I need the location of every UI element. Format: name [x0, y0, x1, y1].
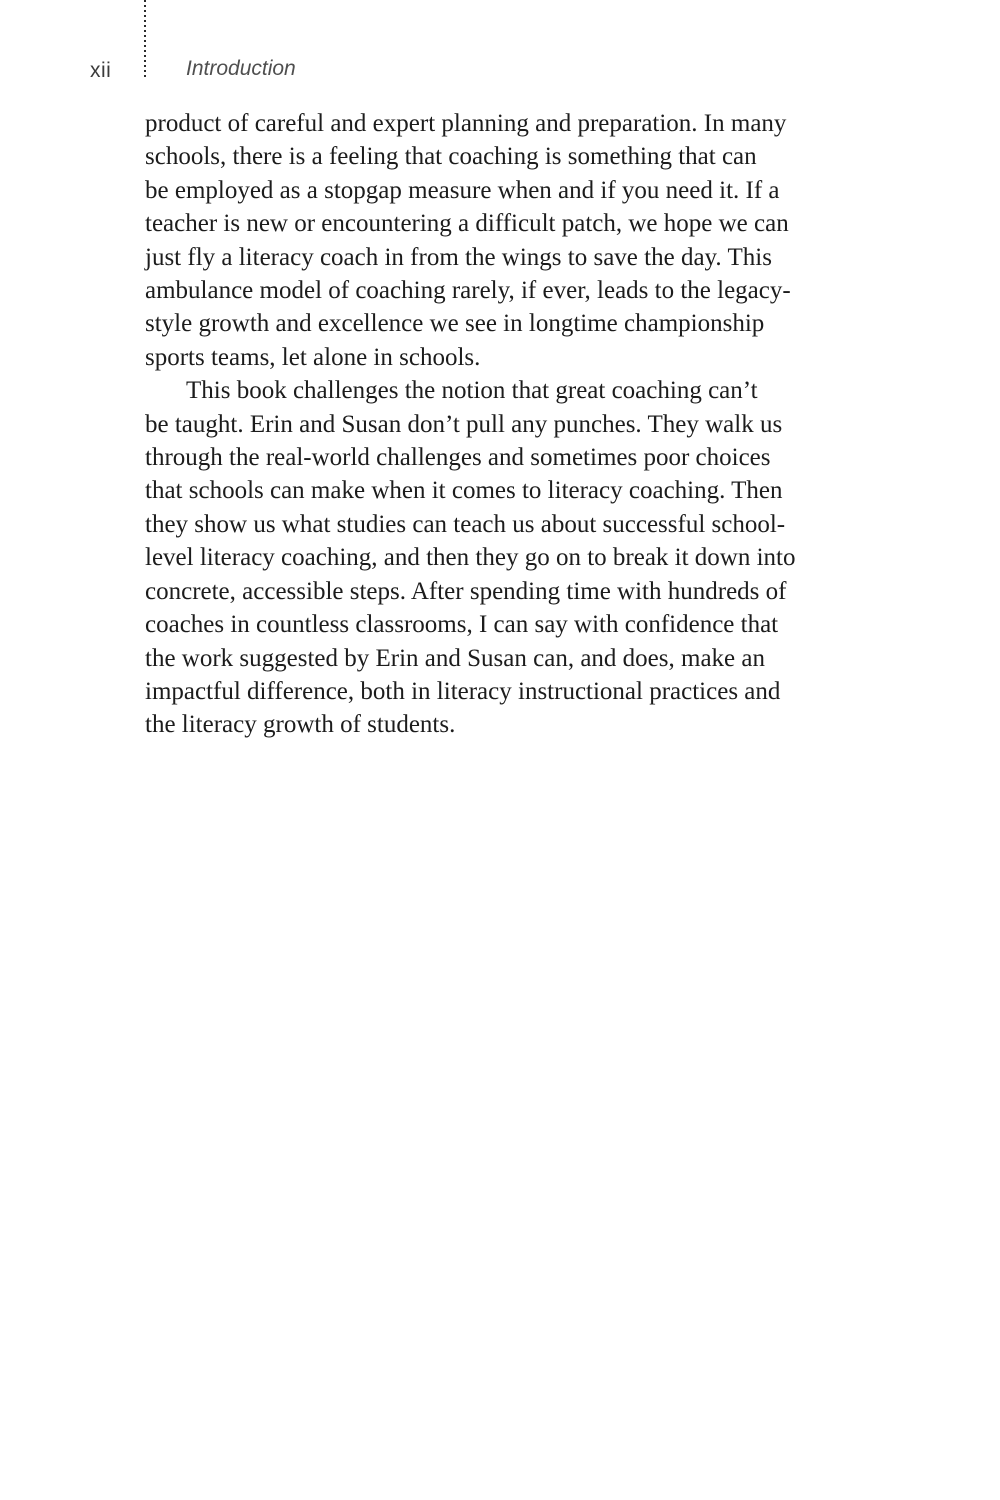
text-line: teacher is new or encountering a difficult patch, we hope we can	[145, 210, 789, 238]
text-line: just fly a literacy coach in from the wings to save the day. This	[145, 243, 772, 271]
text-line: schools, there is a feeling that coaching is something that can	[145, 143, 757, 171]
page-number: xii	[90, 59, 112, 82]
text-line: concrete, accessible steps. After spending time with hundreds of	[145, 577, 787, 605]
text-line: product of careful and expert planning and preparation. In many	[145, 110, 787, 137]
text-line: sports teams, let alone in schools.	[145, 343, 481, 371]
dotted-divider	[144, 0, 146, 79]
text-line-paragraph-start: This book challenges the notion that great coaching can’t	[186, 377, 758, 405]
text-line: style growth and excellence we see in longtime championship	[145, 310, 765, 338]
running-head: Introduction	[186, 57, 296, 80]
text-line: the work suggested by Erin and Susan can, and does, make an	[145, 644, 765, 672]
text-line: through the real-world challenges and sometimes poor choices	[145, 444, 771, 472]
body-text	[145, 107, 885, 742]
text-line: be taught. Erin and Susan don’t pull any punches. They walk us	[145, 410, 783, 438]
text-line: level literacy coaching, and then they go on to break it down into	[145, 544, 796, 572]
text-line: be employed as a stopgap measure when and if you need it. If a	[145, 176, 780, 204]
text-line: coaches in countless classrooms, I can say with confidence that	[145, 611, 779, 639]
text-line: ambulance model of coaching rarely, if ever, leads to the legacy-	[145, 277, 791, 305]
text-line: impactful difference, both in literacy instructional practices and	[145, 677, 781, 705]
text-line: the literacy growth of students.	[145, 711, 456, 739]
text-line: that schools can make when it comes to literacy coaching. Then	[145, 477, 783, 505]
text-line: they show us what studies can teach us about successful school-	[145, 510, 786, 538]
